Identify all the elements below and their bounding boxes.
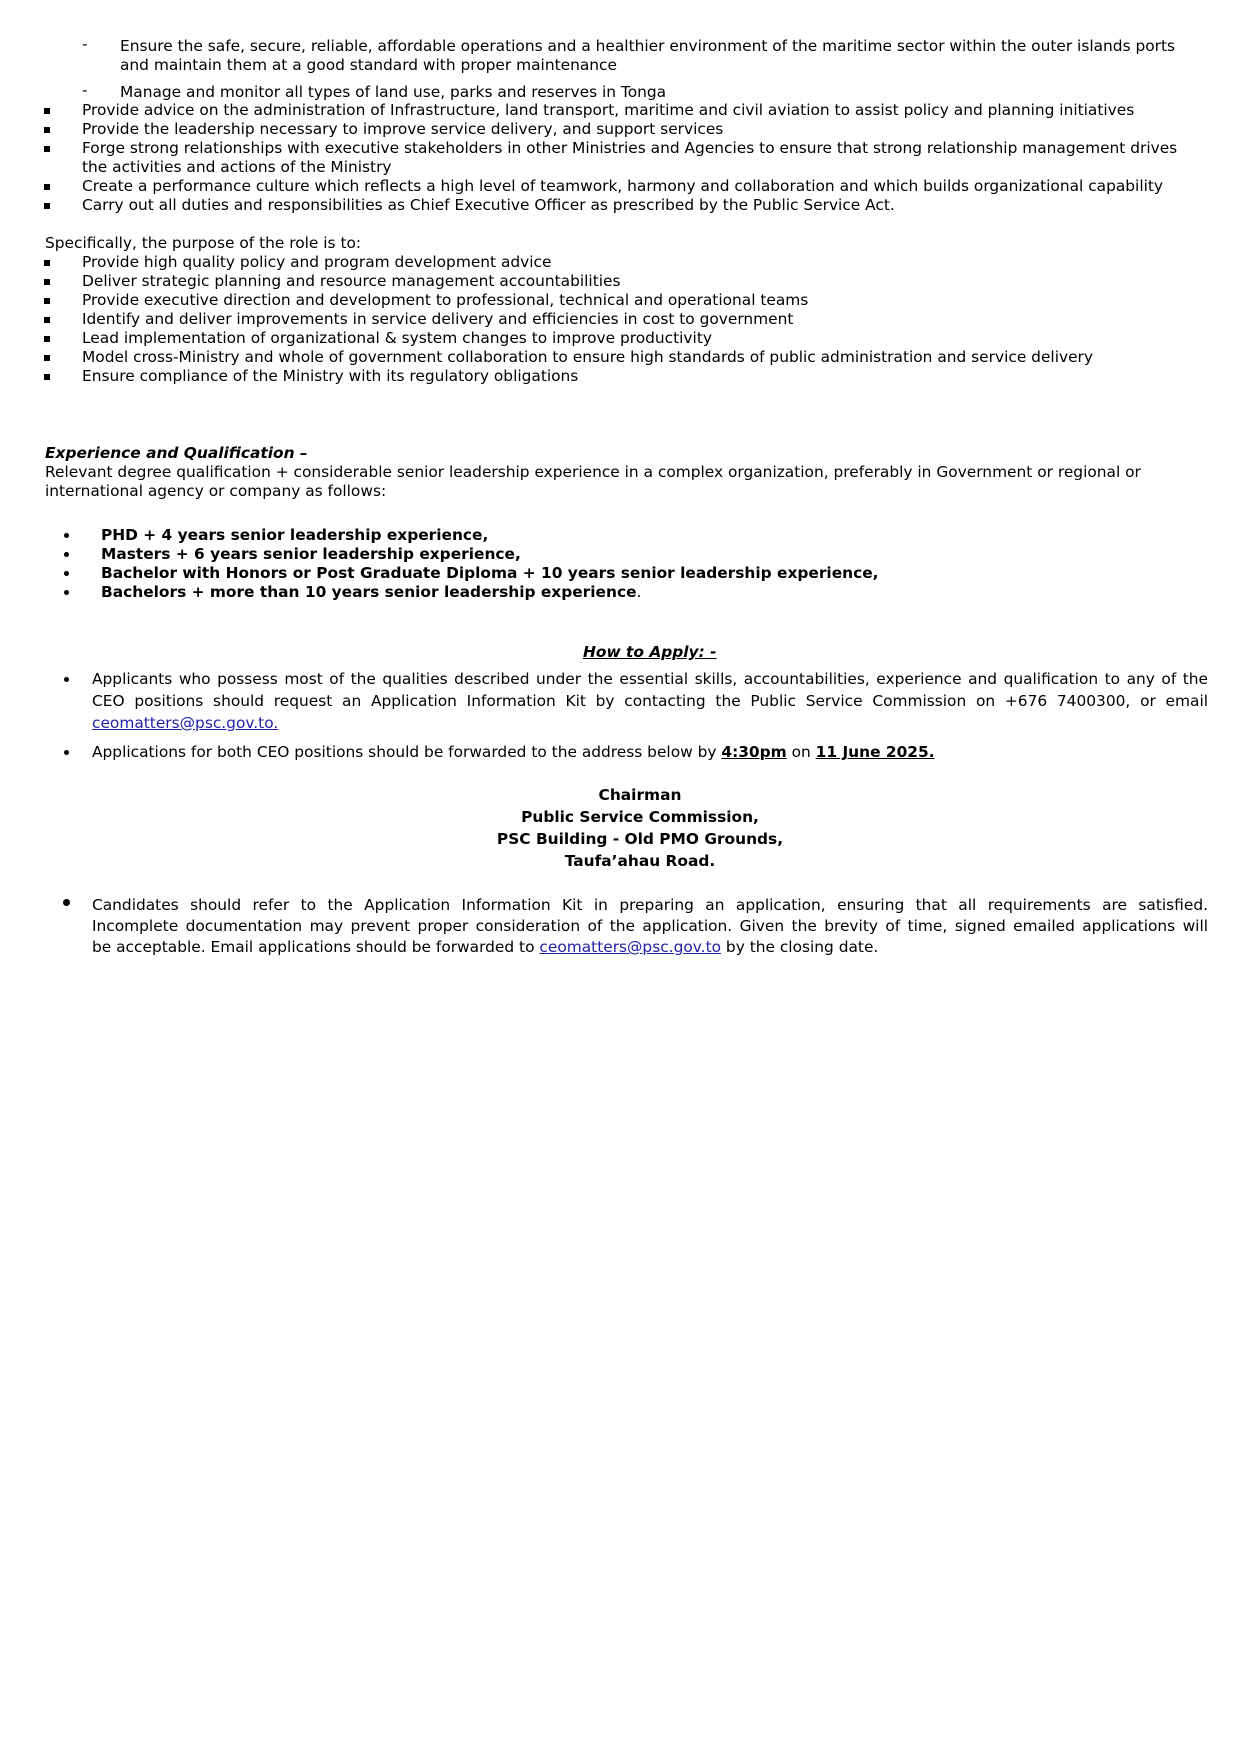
square-bullet-icon <box>44 317 50 323</box>
qualification-item-4-period: . <box>636 583 642 601</box>
role-item-3-line-2: the activities and actions of the Ministry <box>82 158 392 176</box>
apply-item-1-line-1: Applicants who possess most of the qualities described under the essential skills, accountabilities, experience and qualification to any of the <box>92 670 1208 688</box>
purpose-item-4: Identify and deliver improvements in service delivery and efficiencies in cost to government <box>82 310 794 328</box>
square-bullet-icon <box>44 374 50 380</box>
email-link[interactable]: ceomatters@psc.gov.to. <box>92 714 279 732</box>
purpose-item-6: Model cross-Ministry and whole of government collaboration to ensure high standards of public administration and service delivery <box>82 348 1093 366</box>
sub-item-2: Manage and monitor all types of land use, parks and reserves in Tonga <box>120 83 667 101</box>
purpose-item-3: Provide executive direction and development to professional, technical and operational teams <box>82 291 809 309</box>
apply-item-3-line-1: Candidates should refer to the Application Information Kit in preparing an application, ensuring that all requirements are satisfied. <box>92 896 1208 914</box>
apply-item-3-prefix: be acceptable. Email applications should be forwarded to <box>92 938 540 956</box>
experience-heading: Experience and Qualification – <box>45 444 308 462</box>
bullet-icon <box>64 590 69 595</box>
square-bullet-icon <box>44 260 50 266</box>
experience-intro-line-2: international agency or company as follows: <box>45 482 387 500</box>
apply-item-3-line-3 <box>92 938 878 957</box>
apply-item-3-suffix: by the closing date. <box>721 938 879 956</box>
bullet-icon <box>64 533 69 538</box>
role-item-1: Provide advice on the administration of Infrastructure, land transport, maritime and civil aviation to assist policy and planning initiatives <box>82 101 1135 119</box>
qualification-item-2: Masters + 6 years senior leadership experience, <box>101 545 521 563</box>
square-bullet-icon <box>44 184 50 190</box>
square-bullet-icon <box>44 298 50 304</box>
address-line-3: PSC Building - Old PMO Grounds, <box>496 830 784 848</box>
apply-item-1-line-2: CEO positions should request an Application Information Kit by contacting the Public Service Commission on +676 7400300, or email <box>92 692 1208 710</box>
role-item-3-line-1: Forge strong relationships with executive stakeholders in other Ministries and Agencies to ensure that strong relationship management drives <box>82 139 1178 157</box>
role-item-2: Provide the leadership necessary to improve service delivery, and support services <box>82 120 724 138</box>
sub-item-1-line-2: and maintain them at a good standard with proper maintenance <box>120 56 617 74</box>
role-item-5: Carry out all duties and responsibilities as Chief Executive Officer as prescribed by the Public Service Act. <box>82 196 895 214</box>
square-bullet-icon <box>44 127 50 133</box>
how-to-apply-heading: How to Apply: - <box>583 643 717 661</box>
address-line-2: Public Service Commission, <box>521 808 759 826</box>
qualification-item-4-text: Bachelors + more than 10 years senior leadership experience <box>101 583 637 601</box>
purpose-item-5: Lead implementation of organizational & system changes to improve productivity <box>82 329 712 347</box>
qualification-item-4 <box>101 583 641 602</box>
square-bullet-icon <box>44 146 50 152</box>
sub-item-1-line-1: Ensure the safe, secure, reliable, affordable operations and a healthier environment of the maritime sector within the outer islands ports <box>120 37 1176 55</box>
experience-intro-line-1: Relevant degree qualification + considerable senior leadership experience in a complex organization, preferably in Government or regional or <box>45 463 1141 481</box>
email-link[interactable]: ceomatters@psc.gov.to <box>539 938 722 956</box>
square-bullet-icon <box>44 279 50 285</box>
deadline-date: 11 June 2025. <box>815 743 935 761</box>
qualification-item-1: PHD + 4 years senior leadership experience, <box>101 526 489 544</box>
square-bullet-icon <box>44 203 50 209</box>
apply-item-2-mid: on <box>786 743 816 761</box>
square-bullet-icon <box>44 108 50 114</box>
role-item-4: Create a performance culture which reflects a high level of teamwork, harmony and collaboration and which builds organizational capability <box>82 177 1164 195</box>
purpose-item-7: Ensure compliance of the Ministry with its regulatory obligations <box>82 367 579 385</box>
square-bullet-icon <box>44 336 50 342</box>
address-line-1: Chairman <box>598 786 682 804</box>
bullet-icon <box>63 899 70 906</box>
apply-item-2 <box>92 743 935 762</box>
apply-item-1-email-line <box>92 714 278 733</box>
purpose-item-2: Deliver strategic planning and resource management accountabilities <box>82 272 621 290</box>
bullet-icon <box>64 552 69 557</box>
square-bullet-icon <box>44 355 50 361</box>
deadline-time: 4:30pm <box>721 743 787 761</box>
address-line-4: Taufa’ahau Road. <box>564 852 716 870</box>
purpose-intro: Specifically, the purpose of the role is to: <box>45 234 362 252</box>
apply-item-3-line-2: Incomplete documentation may prevent proper consideration of the application. Given the brevity of time, signed emailed applications will <box>92 917 1208 935</box>
purpose-item-1: Provide high quality policy and program development advice <box>82 253 552 271</box>
bullet-icon <box>64 677 69 682</box>
dash-marker: - <box>82 81 88 99</box>
dash-marker: - <box>82 35 88 53</box>
bullet-icon <box>64 750 69 755</box>
bullet-icon <box>64 571 69 576</box>
apply-item-2-prefix: Applications for both CEO positions should be forwarded to the address below by <box>92 743 722 761</box>
qualification-item-3: Bachelor with Honors or Post Graduate Diploma + 10 years senior leadership experience, <box>101 564 879 582</box>
